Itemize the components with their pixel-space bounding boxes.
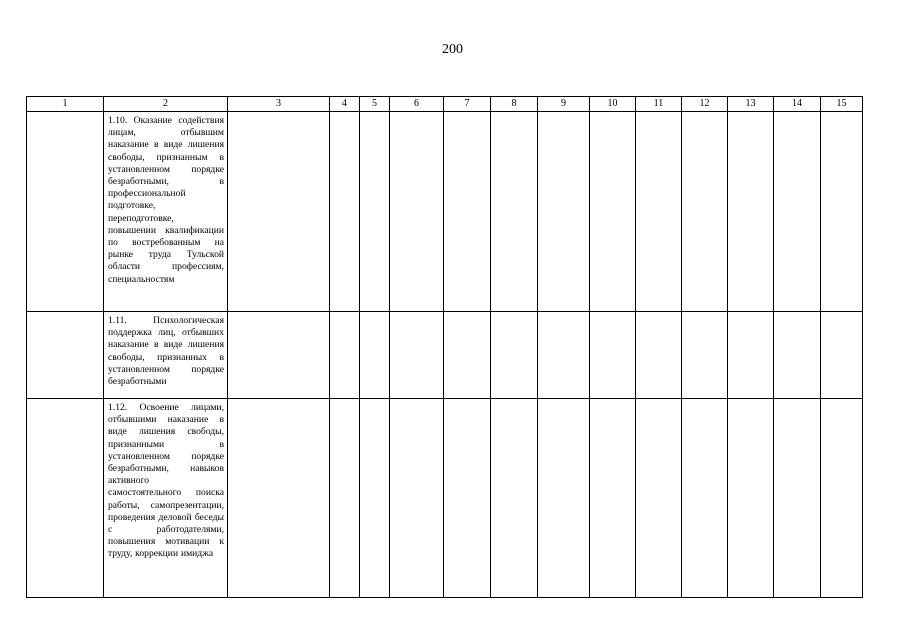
table-cell: [390, 112, 444, 312]
column-header: 12: [682, 97, 728, 112]
table-cell: [538, 399, 590, 598]
table-row: [27, 399, 863, 598]
table-cell: [491, 312, 538, 399]
table-cell: [27, 312, 104, 399]
table-cell: [27, 399, 104, 598]
table-row: [27, 312, 863, 399]
column-header: 14: [774, 97, 821, 112]
table-cell: [330, 112, 360, 312]
table-cell: [774, 112, 821, 312]
row-text: 1.12. Освоение лицами, отбывшими наказание в виде лишения свободы, признанными в установленном порядке безработными, навыков активного самостоятельного поиска работы, самопрезентации, проведения деловой беседы с работодателями, повышения мотивации к труду, коррекции имиджа: [108, 402, 224, 560]
table-cell: [228, 312, 330, 399]
table-cell: [228, 112, 330, 312]
table-cell: [444, 399, 491, 598]
column-header: 9: [538, 97, 590, 112]
table-cell: [330, 399, 360, 598]
table-cell: [228, 399, 330, 598]
table-cell: [636, 312, 682, 399]
column-header: 3: [228, 97, 330, 112]
table-cell: [682, 312, 728, 399]
column-header: 11: [636, 97, 682, 112]
column-header: 13: [728, 97, 774, 112]
table-cell: [360, 399, 390, 598]
table-cell: [590, 312, 636, 399]
table-cell: [682, 112, 728, 312]
table-cell: [390, 312, 444, 399]
column-header: 5: [360, 97, 390, 112]
table-cell: [538, 112, 590, 312]
table-cell: [491, 112, 538, 312]
table-row: [27, 112, 863, 312]
row-text: 1.10. Оказание содействия лицам, отбывшим наказание в виде лишения свободы, признанным в установленном порядке безработными, в профессиональной подготовке, переподготовке, повышении квалификации по востребованным на рынке труда Тульской области профессиям, специальностям: [108, 115, 224, 285]
table-cell: [682, 399, 728, 598]
data-table: [26, 96, 863, 598]
column-header: 10: [590, 97, 636, 112]
column-header: 7: [444, 97, 491, 112]
table-cell: [774, 312, 821, 399]
row-text: 1.11. Психологическая поддержка лиц, отбывших наказание в виде лишения свободы, признанных в установленном порядке безработными: [108, 315, 224, 388]
table-cell: [491, 399, 538, 598]
table-cell: [728, 312, 774, 399]
table-cell: [444, 112, 491, 312]
table-cell: [104, 112, 228, 312]
column-header: 15: [821, 97, 863, 112]
table-cell: [728, 112, 774, 312]
column-header: 2: [104, 97, 228, 112]
table-cell: [360, 312, 390, 399]
table-cell: [390, 399, 444, 598]
table-cell: [590, 112, 636, 312]
table-cell: [774, 399, 821, 598]
table-cell: [590, 399, 636, 598]
table-cell: [330, 312, 360, 399]
table-cell: [104, 399, 228, 598]
table-cell: [821, 399, 863, 598]
table-cell: [636, 112, 682, 312]
header-row: [27, 97, 863, 112]
table-cell: [104, 312, 228, 399]
table-cell: [444, 312, 491, 399]
table-cell: [538, 312, 590, 399]
column-header: 8: [491, 97, 538, 112]
table-cell: [27, 112, 104, 312]
page-number: 200: [442, 42, 463, 57]
column-header: 6: [390, 97, 444, 112]
table-cell: [821, 112, 863, 312]
column-header: 4: [330, 97, 360, 112]
table-cell: [360, 112, 390, 312]
table-cell: [636, 399, 682, 598]
table-cell: [821, 312, 863, 399]
column-header: 1: [27, 97, 104, 112]
table-cell: [728, 399, 774, 598]
